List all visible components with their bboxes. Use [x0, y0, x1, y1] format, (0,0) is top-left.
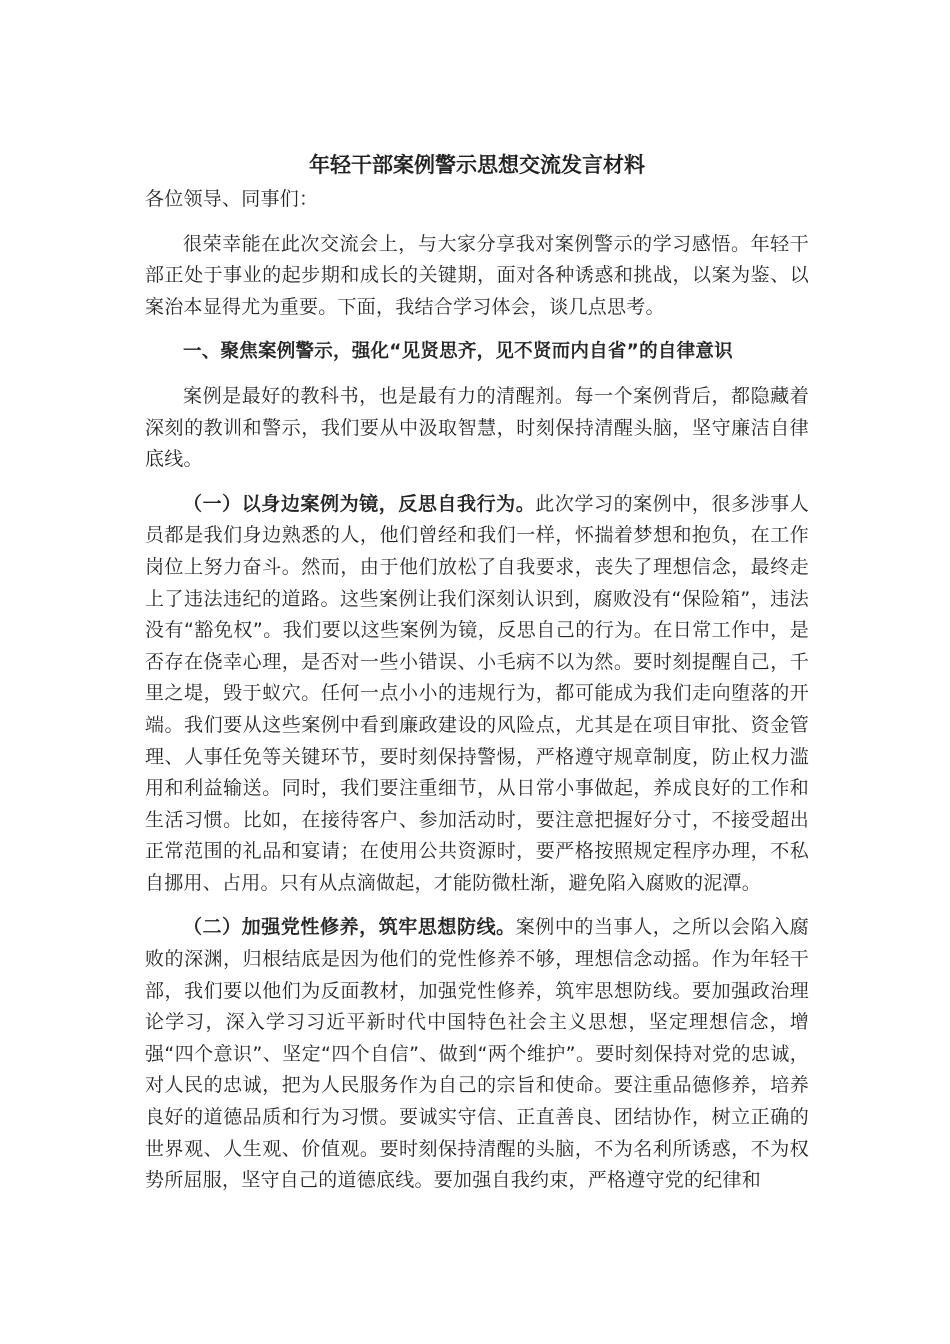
section-heading-1: 一、聚焦案例警示，强化“见贤思齐，见不贤而内自省”的自律意识 [183, 341, 733, 363]
intro-paragraph: 很荣幸能在此次交流会上，与大家分享我对案例警示的学习感悟。年轻干部正处于事业的起步期和成长的关键期，面对各种诱惑和挑战，以案为鉴、以案治本显得尤为重要。下面，我结合学习体会，谈几点思考。 [145, 232, 809, 318]
point-2-lead: （二）加强党性修养，筑牢思想防线。 [183, 916, 516, 939]
point-2-paragraph [145, 912, 809, 1196]
greeting: 各位领导、同事们： [145, 188, 319, 210]
document-title: 年轻干部案例警示思想交流发言材料 [309, 153, 645, 177]
point-1-body: 此次学习的案例中，很多涉事人员都是我们身边熟悉的人，他们曾经和我们一样，怀揣着梦想和抱负，在工作岗位上努力奋斗。然而，由于他们放松了自我要求，丧失了理想信念，最终走上了违法违纪的道路。这些案例让我们深刻认识到，腐败没有“保险箱”，违法没有“豁免权”。我们要以这些案例为镜，反思自己的行为。在日常工作中，是否存在侥幸心理，是否对一些小错误、小毛病不以为然。要时刻提醒自己，千里之堤，毁于蚁穴。任何一点小小的违规行为，都可能成为我们走向堕落的开端。我们要从这些案例中看到廉政建设的风险点，尤其是在项目审批、资金管理、人事任免等关键环节，要时刻保持警惕，严格遵守规章制度，防止权力滥用和利益输送。同时，我们要注重细节，从日常小事做起，养成良好的工作和生活习惯。比如，在接待客户、参加活动时，要注意把握好分寸，不接受超出正常范围的礼品和宴请；在使用公共资源时，要严格按照规定程序办理，不私自挪用、占用。只有从点滴做起，才能防微杜渐，避免陷入腐败的泥潭。 [145, 492, 809, 894]
document-page [145, 148, 809, 1210]
point-2-body: 案例中的当事人，之所以会陷入腐败的深渊，归根结底是因为他们的党性修养不够，理想信念动摇。作为年轻干部，我们要以他们为反面教材，加强党性修养，筑牢思想防线。要加强政治理论学习，深入学习习近平新时代中国特色社会主义思想，坚定理想信念，增强“四个意识”、坚定“四个自信”、做到“两个维护”。要时刻保持对党的忠诚，对人民的忠诚，把为人民服务作为自己的宗旨和使命。要注重品德修养，培养良好的道德品质和行为习惯。要诚实守信、正直善良、团结协作，树立正确的世界观、人生观、价值观。要时刻保持清醒的头脑，不为名利所诱惑，不为权势所屈服，坚守自己的道德底线。要加强自我约束，严格遵守党的纪律和 [145, 916, 809, 1192]
point-1-paragraph [145, 489, 809, 900]
point-1-lead: （一）以身边案例为镜，反思自我行为。 [183, 492, 536, 515]
section-1-intro-paragraph: 案例是最好的教科书，也是最有力的清醒剂。每一个案例背后，都隐藏着深刻的教训和警示，我们要从中汲取智慧，时刻保持清醒头脑，坚守廉洁自律底线。 [145, 384, 809, 471]
